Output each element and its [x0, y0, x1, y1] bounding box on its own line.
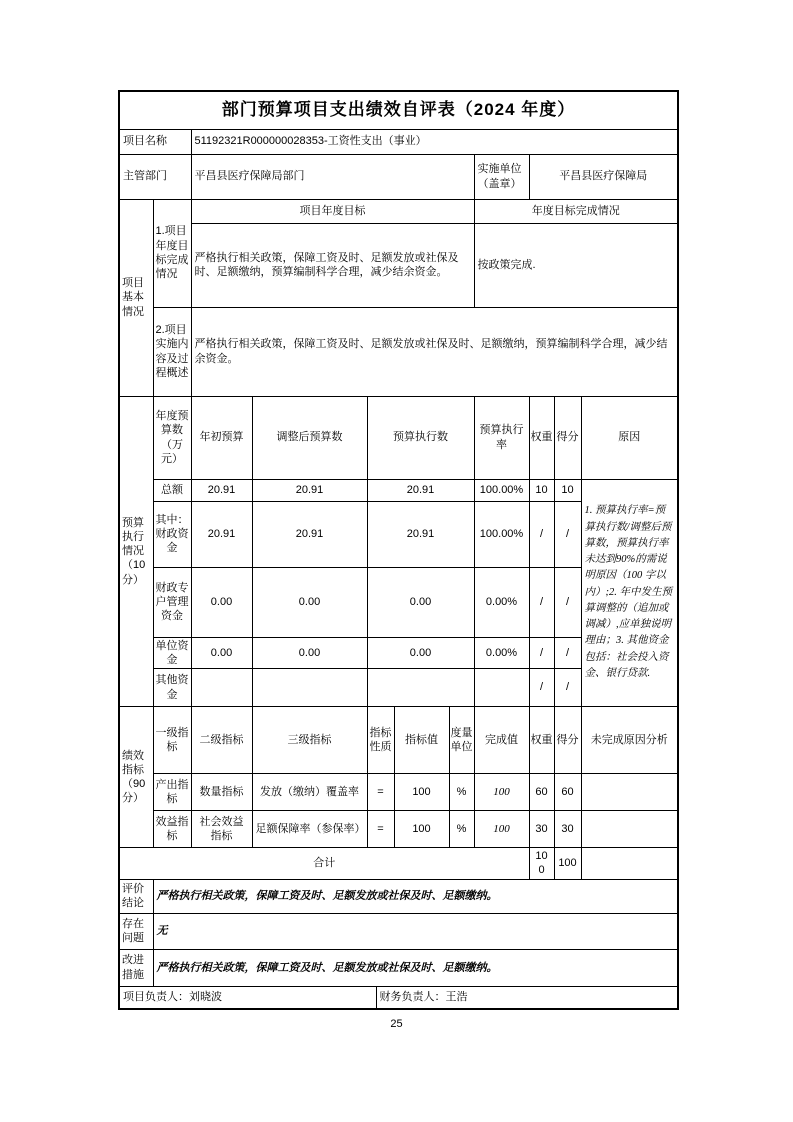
budget-executed: 20.91 — [367, 501, 474, 567]
dept-value: 平昌县医疗保障局部门 — [191, 154, 474, 199]
budget-rate — [474, 669, 529, 707]
budget-rate: 100.00% — [474, 501, 529, 567]
perf-level3: 发放（缴纳）覆盖率 — [252, 774, 367, 811]
impl-unit-value: 平昌县医疗保障局 — [529, 154, 678, 199]
perf-header-level3: 三级指标 — [252, 707, 367, 774]
goal-header: 项目年度目标 — [191, 199, 474, 223]
self-evaluation-table — [118, 90, 679, 1010]
improvement-label: 改进措施 — [119, 949, 153, 986]
perf-level1: 效益指标 — [153, 811, 191, 848]
perf-header-weight: 权重 — [529, 707, 554, 774]
perf-actual: 100 — [474, 774, 529, 811]
perf-weight: 60 — [529, 774, 554, 811]
budget-rate: 0.00% — [474, 567, 529, 637]
budget-row-label: 财政专户管理资金 — [153, 567, 191, 637]
perf-level2: 社会效益指标 — [191, 811, 252, 848]
budget-initial: 20.91 — [191, 501, 252, 567]
perf-total-weight: 100 — [529, 848, 554, 880]
perf-level3: 足额保障率（参保率） — [252, 811, 367, 848]
page-number: 25 — [390, 1018, 403, 1030]
budget-adjusted: 20.91 — [252, 479, 367, 501]
budget-row-label: 其他资金 — [153, 669, 191, 707]
budget-adjusted: 0.00 — [252, 637, 367, 669]
budget-executed: 0.00 — [367, 567, 474, 637]
budget-executed: 0.00 — [367, 637, 474, 669]
perf-header-level1: 一级指标 — [153, 707, 191, 774]
budget-score: 10 — [554, 479, 581, 501]
budget-executed: 20.91 — [367, 479, 474, 501]
finance-manager: 财务负责人：王浩 — [376, 986, 678, 1009]
section-budget-label: 预算执行情况（10分） — [119, 396, 153, 707]
perf-header-score: 得分 — [554, 707, 581, 774]
problems-text: 无 — [153, 913, 678, 949]
budget-score: / — [554, 567, 581, 637]
perf-weight: 30 — [529, 811, 554, 848]
budget-score: / — [554, 669, 581, 707]
budget-weight: / — [529, 567, 554, 637]
budget-rate: 0.00% — [474, 637, 529, 669]
perf-score: 60 — [554, 774, 581, 811]
budget-weight: / — [529, 637, 554, 669]
perf-level1: 产出指标 — [153, 774, 191, 811]
perf-target: 100 — [394, 774, 449, 811]
perf-header-reason: 未完成原因分析 — [581, 707, 678, 774]
perf-total-row — [119, 848, 678, 880]
budget-adjusted: 20.91 — [252, 501, 367, 567]
perf-nature: = — [367, 811, 394, 848]
perf-total-label: 合计 — [119, 848, 529, 880]
budget-adjusted: 0.00 — [252, 567, 367, 637]
perf-actual: 100 — [474, 811, 529, 848]
budget-rate: 100.00% — [474, 479, 529, 501]
perf-header-nature: 指标性质 — [367, 707, 394, 774]
budget-header-annual: 年度预算数（万元） — [153, 396, 191, 479]
budget-executed — [367, 669, 474, 707]
perf-nature: = — [367, 774, 394, 811]
perf-header-level2: 二级指标 — [191, 707, 252, 774]
impl-row-label: 2.项目实施内容及过程概述 — [153, 307, 191, 396]
project-manager: 项目负责人：刘晓波 — [119, 986, 376, 1009]
goal-text: 严格执行相关政策，保障工资及时、足额发放或社保及时、足额缴纳，预算编制科学合理，减少结余资金。 — [191, 223, 474, 307]
perf-reason — [581, 774, 678, 811]
perf-row-output — [119, 774, 678, 811]
perf-header-unit: 度量单位 — [449, 707, 474, 774]
goal-row-label: 1.项目年度目标完成情况 — [153, 199, 191, 307]
budget-row-label: 单位资金 — [153, 637, 191, 669]
budget-initial: 20.91 — [191, 479, 252, 501]
budget-weight: / — [529, 669, 554, 707]
problems-label: 存在问题 — [119, 913, 153, 949]
budget-score: / — [554, 501, 581, 567]
perf-score: 30 — [554, 811, 581, 848]
perf-header-actual: 完成值 — [474, 707, 529, 774]
budget-header-score: 得分 — [554, 396, 581, 479]
budget-weight: 10 — [529, 479, 554, 501]
project-name-value: 51192321R000000028353-工资性支出（事业） — [191, 129, 678, 154]
improvement-text: 严格执行相关政策，保障工资及时、足额发放或社保及时、足额缴纳。 — [153, 949, 678, 986]
budget-row-total — [119, 479, 678, 501]
perf-level2: 数量指标 — [191, 774, 252, 811]
budget-score: / — [554, 637, 581, 669]
impl-text: 严格执行相关政策，保障工资及时、足额发放或社保及时、足额缴纳，预算编制科学合理，减少结余资金。 — [191, 307, 678, 396]
completion-text: 按政策完成. — [474, 223, 678, 307]
perf-unit: % — [449, 774, 474, 811]
perf-target: 100 — [394, 811, 449, 848]
budget-header-executed: 预算执行数 — [367, 396, 474, 479]
table-title: 部门预算项目支出绩效自评表（2024 年度） — [119, 91, 678, 129]
budget-reason-note: 1. 预算执行率=预算执行数/调整后预算数，预算执行率未达到90%的需说明原因（100 字以内）;2. 年中发生预算调整的（追加或调减）,应单独说明理由；3. 其他资金包括：社会投入资金、银行贷款. — [581, 479, 678, 707]
dept-label: 主管部门 — [119, 154, 191, 199]
perf-total-score: 100 — [554, 848, 581, 880]
completion-header: 年度目标完成情况 — [474, 199, 678, 223]
budget-row-label: 总额 — [153, 479, 191, 501]
budget-initial: 0.00 — [191, 637, 252, 669]
budget-header-initial: 年初预算 — [191, 396, 252, 479]
perf-reason — [581, 811, 678, 848]
project-name-label: 项目名称 — [119, 129, 191, 154]
perf-unit: % — [449, 811, 474, 848]
budget-adjusted — [252, 669, 367, 707]
perf-header-target: 指标值 — [394, 707, 449, 774]
budget-row-label: 其中：财政资金 — [153, 501, 191, 567]
perf-total-reason-empty — [581, 848, 678, 880]
conclusion-text: 严格执行相关政策，保障工资及时、足额发放或社保及时、足额缴纳。 — [153, 879, 678, 913]
perf-row-benefit — [119, 811, 678, 848]
impl-unit-label: 实施单位（盖章） — [474, 154, 529, 199]
budget-weight: / — [529, 501, 554, 567]
budget-initial — [191, 669, 252, 707]
section-basic-label: 项目基本情况 — [119, 199, 153, 396]
budget-header-rate: 预算执行率 — [474, 396, 529, 479]
budget-initial: 0.00 — [191, 567, 252, 637]
budget-header-reason: 原因 — [581, 396, 678, 479]
budget-header-adjusted: 调整后预算数 — [252, 396, 367, 479]
budget-header-weight: 权重 — [529, 396, 554, 479]
conclusion-label: 评价结论 — [119, 879, 153, 913]
section-performance-label: 绩效指标（90分） — [119, 707, 153, 848]
